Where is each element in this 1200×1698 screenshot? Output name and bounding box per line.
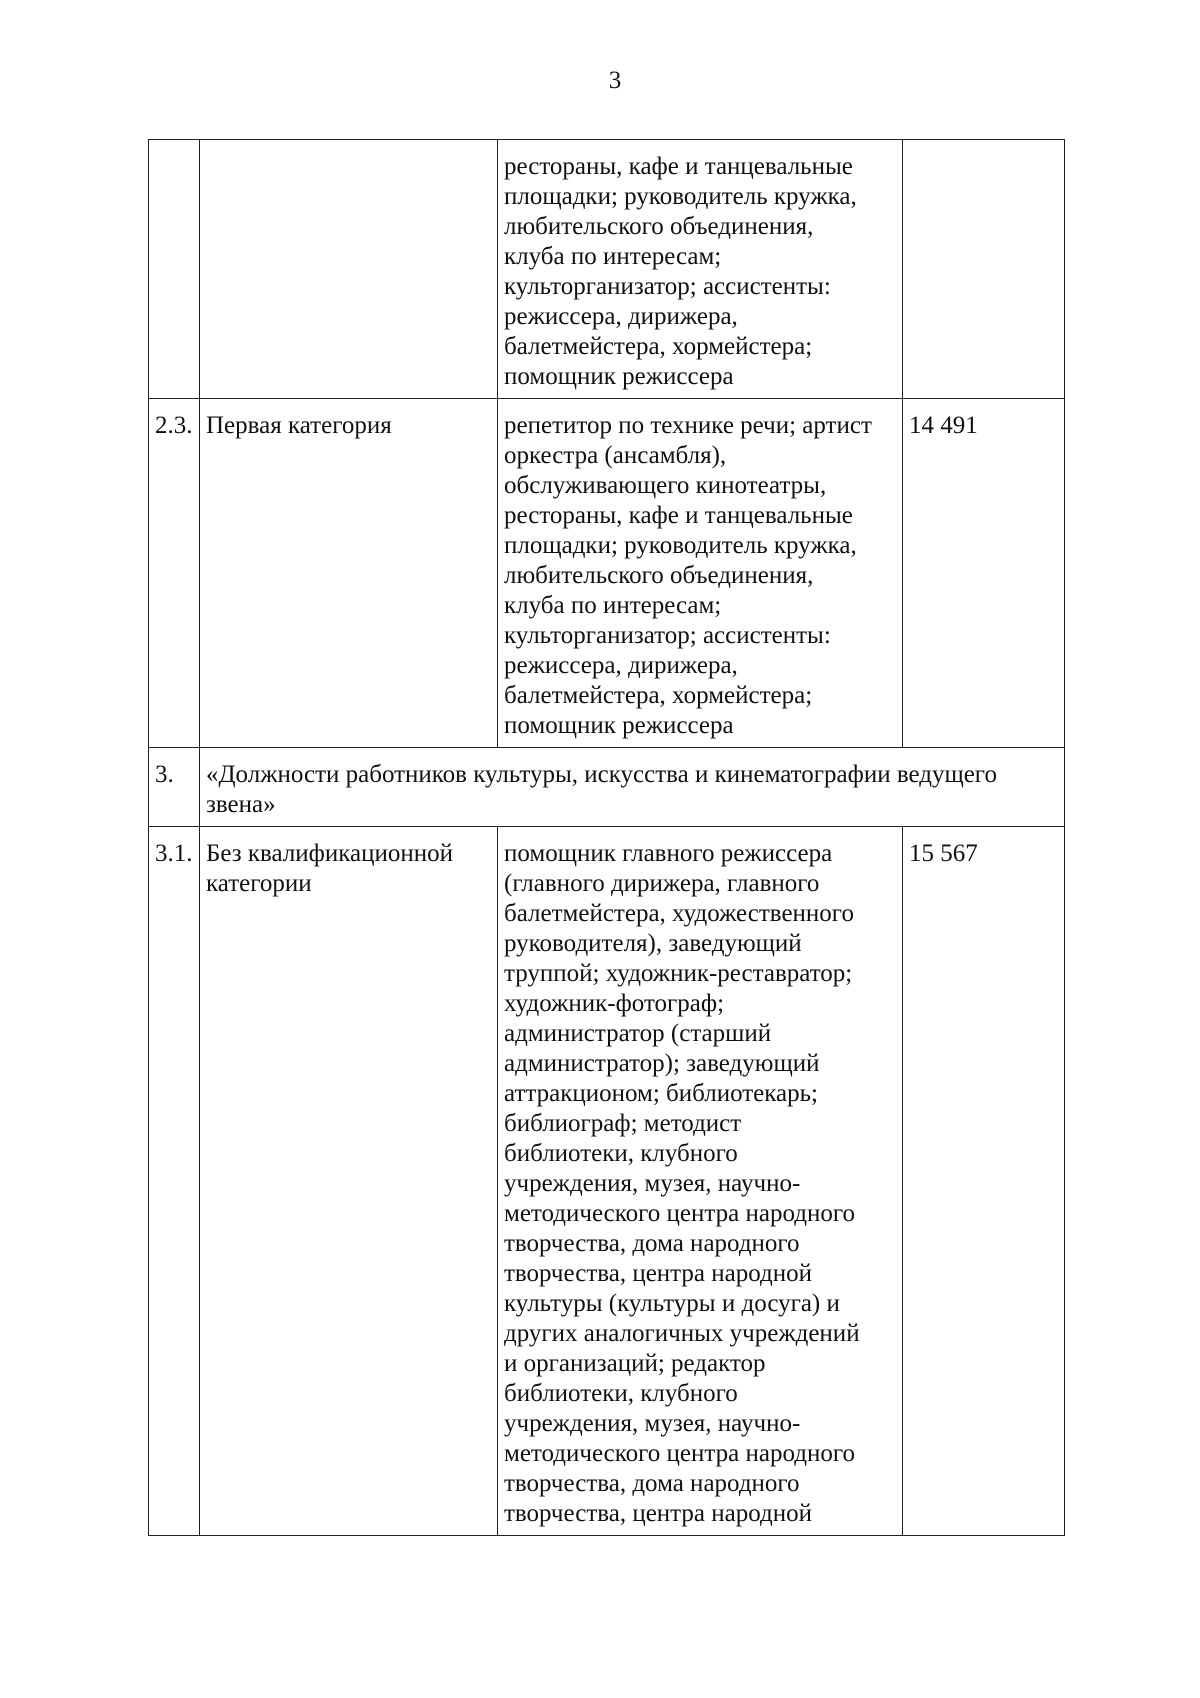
description-line: культорганизатор; ассистенты: [504,273,831,300]
description-line: других аналогичных учреждений [504,1320,860,1347]
description-line: помощник режиссера [504,363,734,390]
table-row [149,140,1065,399]
description-line: балетмейстера, хормейстера; [504,682,813,709]
description-line: и организаций; редактор [504,1350,766,1377]
section-heading-line: звена» [206,791,276,818]
description-line: клуба по интересам; [504,243,722,270]
section-heading-cell [200,748,1065,827]
description-line: библиотеки, клубного [504,1380,738,1407]
description-line: рестораны, кафе и танцевальные [504,502,853,529]
description-line: методического центра народного [504,1200,855,1227]
description-line: творчества, центра народной [504,1260,812,1287]
category-name-cell [200,399,498,748]
description-line: репетитор по технике речи; артист [504,412,872,439]
salary-amount-cell: 14 491 [903,399,1065,748]
description-line: культуры (культуры и досуга) и [504,1290,840,1317]
description-line: библиограф; методист [504,1110,742,1137]
salary-amount-cell [903,140,1065,399]
positions-table [148,139,1065,1536]
description-line: творчества, центра народной [504,1500,812,1527]
description-line: любительского объединения, [504,213,814,240]
description-line: любительского объединения, [504,562,814,589]
table-section-row [149,748,1065,827]
row-number-cell [149,140,200,399]
description-line: администратор (старший [504,1020,772,1047]
row-number-cell: 3. [149,748,200,827]
description-line: аттракционом; библиотекарь; [504,1080,818,1107]
description-line: помощник главного режиссера [504,840,833,867]
description-line: методического центра народного [504,1440,855,1467]
description-line: учреждения, музея, научно- [504,1170,801,1197]
description-line: обслуживающего кинотеатры, [504,472,827,499]
description-line: (главного дирижера, главного [504,870,820,897]
description-line: культорганизатор; ассистенты: [504,622,831,649]
description-line: учреждения, музея, научно- [504,1410,801,1437]
section-heading-line: «Должности работников культуры, искусства и кинематографии ведущего [206,761,997,788]
row-number-cell: 2.3. [149,399,200,748]
description-line: режиссера, дирижера, [504,652,738,679]
category-name-cell [200,827,498,1536]
description-line: балетмейстера, художественного [504,900,854,927]
description-line: клуба по интересам; [504,592,722,619]
description-line: руководителя), заведующий [504,930,802,957]
description-line: труппой; художник-реставратор; [504,960,853,987]
salary-amount-cell: 15 567 [903,827,1065,1536]
category-name-cell [200,140,498,399]
positions-description-cell [498,140,903,399]
description-line: администратор); заведующий [504,1050,820,1077]
description-line: балетмейстера, хормейстера; [504,333,813,360]
description-line: творчества, дома народного [504,1470,800,1497]
description-line: площадки; руководитель кружка, [504,183,857,210]
table-body [149,140,1065,1536]
description-line: оркестра (ансамбля), [504,442,727,469]
table-row [149,399,1065,748]
description-line: художник-фотограф; [504,990,725,1017]
category-name-line: Первая категория [206,412,392,439]
description-line: помощник режиссера [504,712,734,739]
category-name-line: Без квалификационной [206,840,454,867]
table-row [149,827,1065,1536]
positions-description-cell [498,399,903,748]
description-line: площадки; руководитель кружка, [504,532,857,559]
description-line: творчества, дома народного [504,1230,800,1257]
description-line: рестораны, кафе и танцевальные [504,153,853,180]
positions-description-cell [498,827,903,1536]
row-number-cell: 3.1. [149,827,200,1536]
page-number: 3 [608,67,622,94]
category-name-line: категории [206,870,312,897]
description-line: библиотеки, клубного [504,1140,738,1167]
description-line: режиссера, дирижера, [504,303,738,330]
